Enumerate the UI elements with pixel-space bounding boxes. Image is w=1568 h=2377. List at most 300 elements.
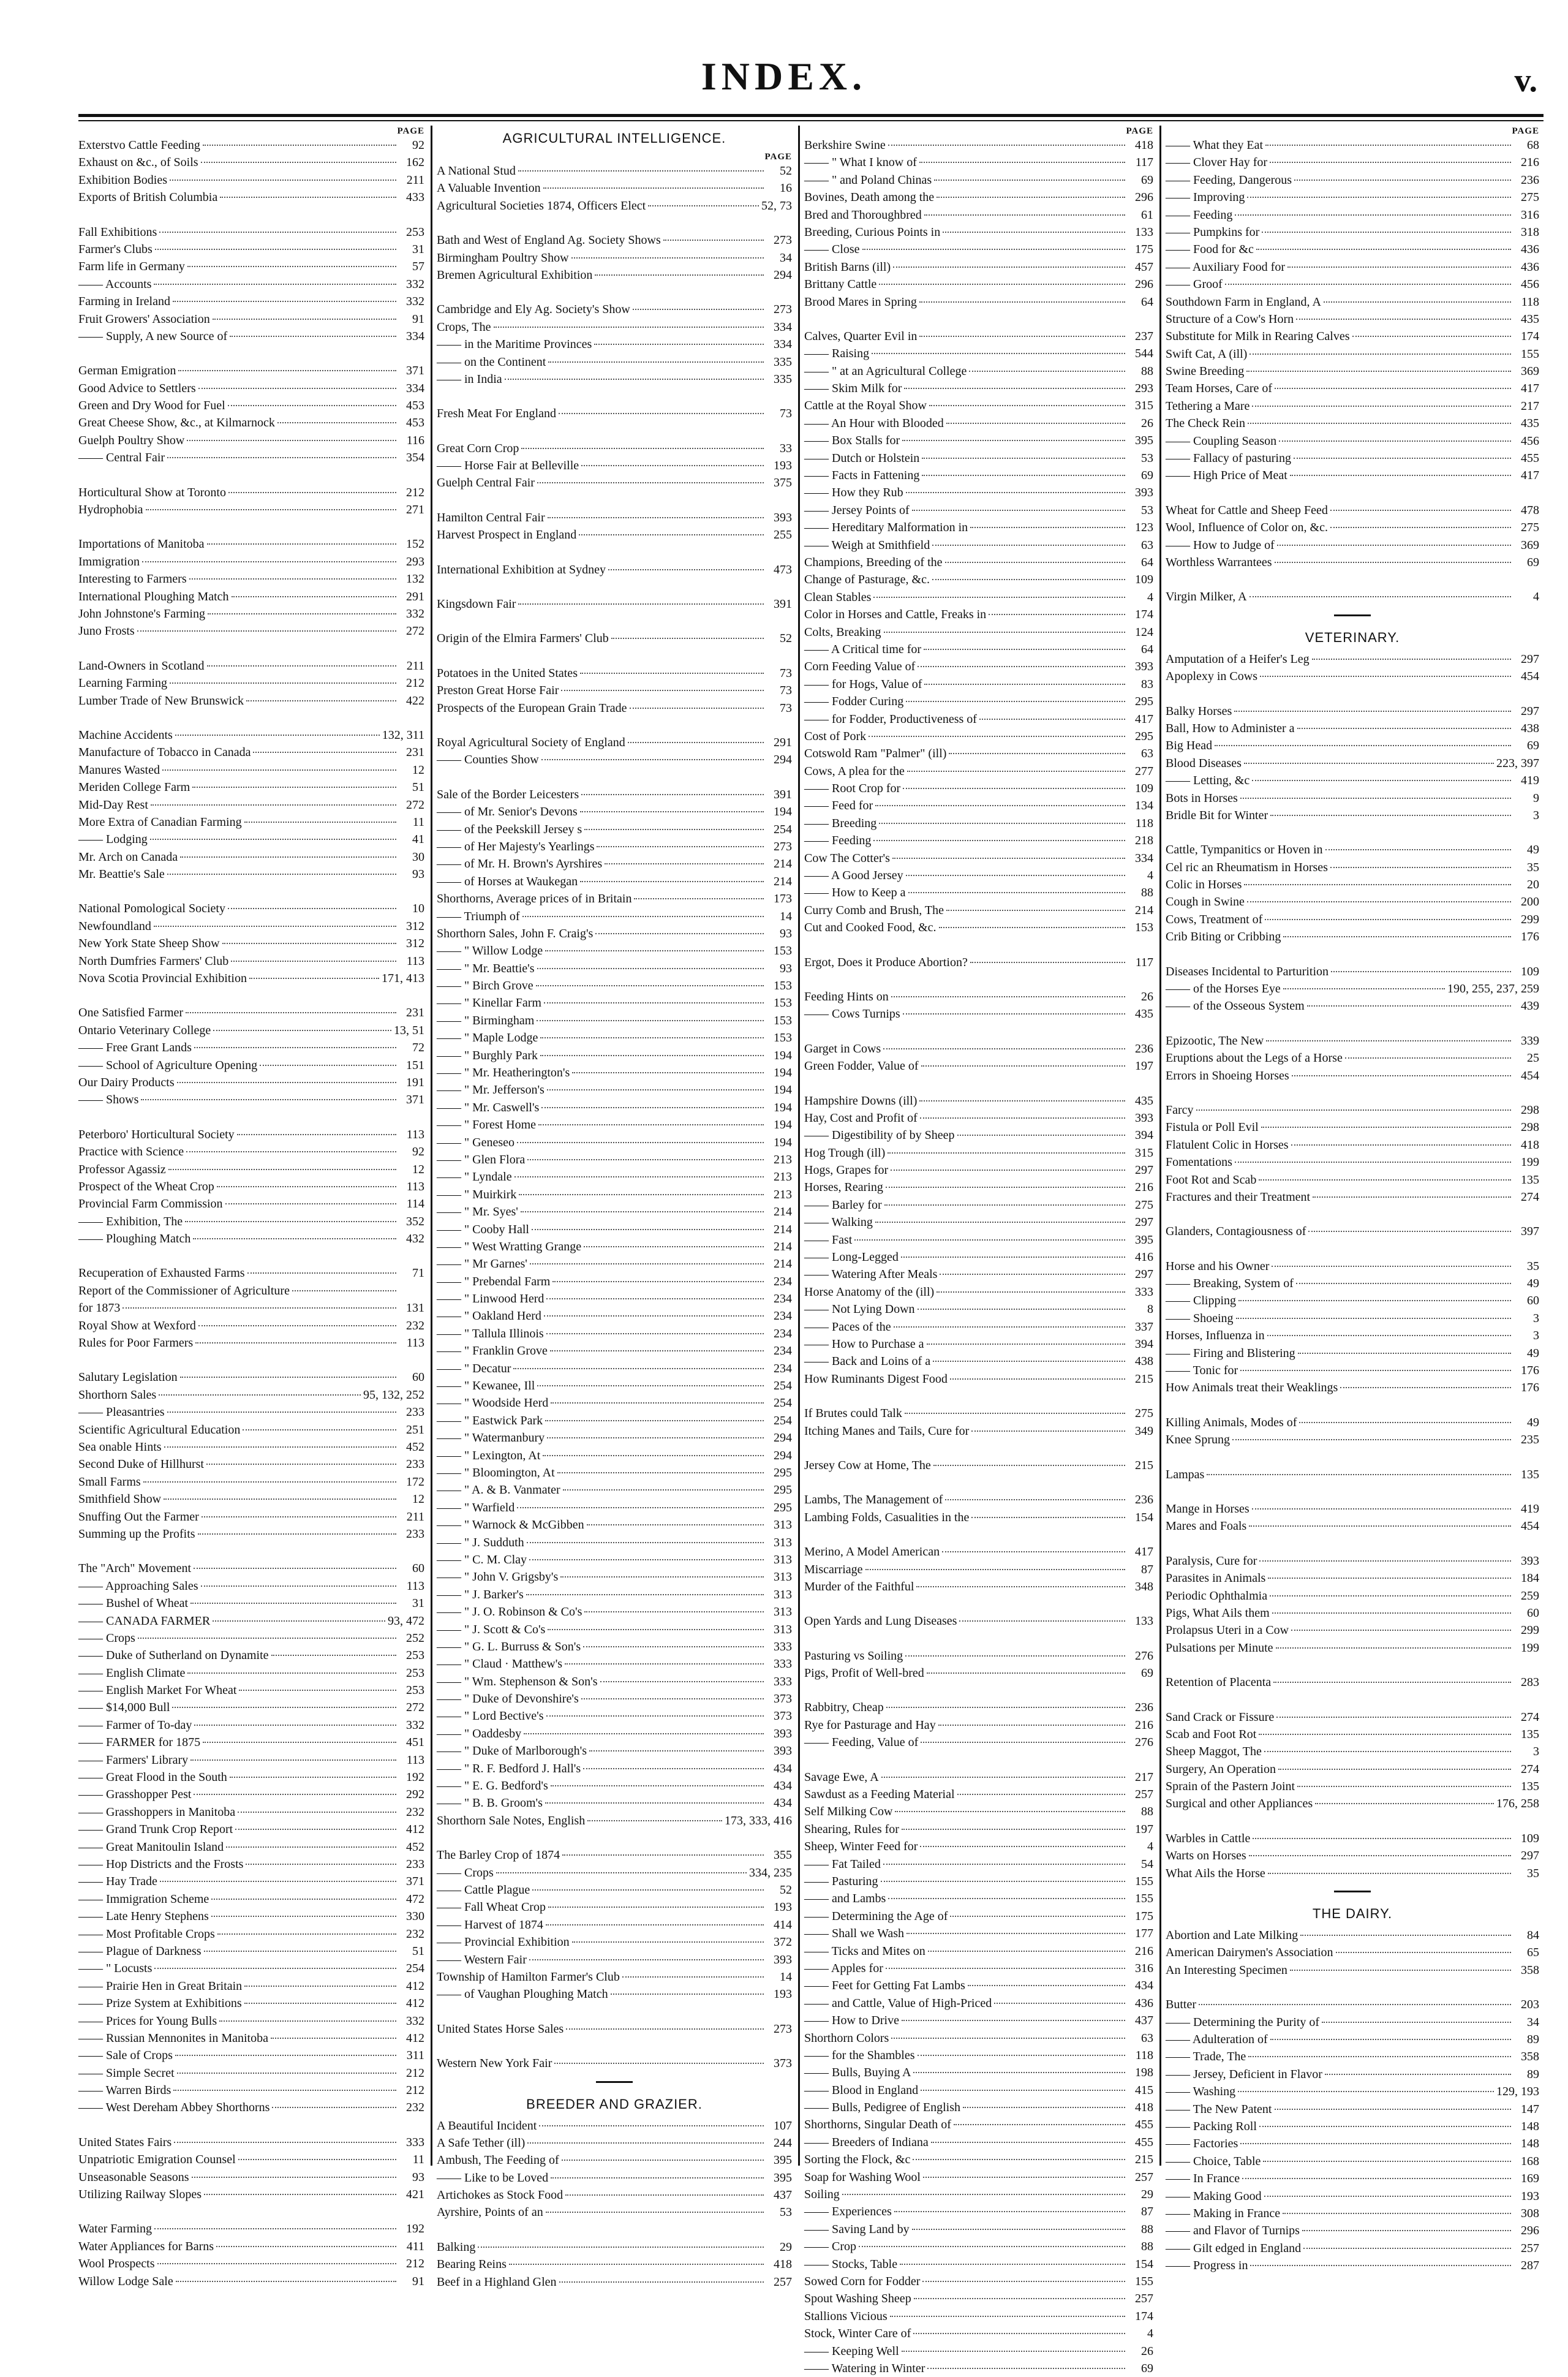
entry-title: Exhaust on &c., of Soils: [78, 156, 198, 170]
column-divider: [1159, 126, 1161, 2166]
entry-page-number: 194: [774, 1066, 792, 1080]
entry-title: Calves, Quarter Evil in: [804, 329, 918, 343]
dot-leader: [920, 1117, 1125, 1119]
dot-leader: [940, 1274, 1125, 1275]
entry-title: Utilizing Railway Slopes: [78, 2188, 202, 2202]
index-entry: [1166, 1379, 1539, 1396]
index-entry: [1166, 790, 1539, 807]
entry-page-number: 217: [1521, 399, 1539, 413]
index-entry: [1166, 1927, 1539, 1944]
entry-title: —— " John V. Grigsby's: [437, 1570, 559, 1584]
dot-leader: [1291, 1144, 1511, 1146]
entry-page-number: 73: [780, 701, 792, 715]
entry-title: Bovines, Death among the: [804, 191, 935, 205]
entry-page-number: 373: [774, 2057, 792, 2071]
index-entry: [437, 751, 792, 768]
dot-leader: [1215, 745, 1511, 746]
index-entry: [437, 994, 792, 1011]
index-entry: [804, 2238, 1153, 2255]
entry-page-number: 215: [1135, 1458, 1153, 1472]
entry-page-number: 217: [1135, 1770, 1153, 1784]
index-entry: [437, 908, 792, 925]
entry-title: Sorting the Flock, &c: [804, 2153, 911, 2167]
entry-page-number: 176, 258: [1496, 1797, 1539, 1811]
entry-title: —— Hop Districts and the Frosts: [78, 1857, 244, 1871]
dot-leader: [918, 2055, 1125, 2056]
index-entry: [1166, 398, 1539, 415]
entry-page-number: 200: [1521, 895, 1539, 909]
entry-page-number: 109: [1135, 782, 1153, 796]
dot-leader: [193, 1238, 396, 1239]
index-entry: [1166, 2048, 1539, 2065]
entry-title: Shorthorn Sales: [78, 1388, 157, 1402]
entry-title: Soap for Washing Wool: [804, 2170, 921, 2184]
entry-page-number: 92: [412, 1145, 424, 1159]
entry-title: —— " B. B. Groom's: [437, 1796, 543, 1810]
index-entry: [1166, 1587, 1539, 1604]
index-entry: [804, 1040, 1153, 1057]
entry-title: Beef in a Highland Glen: [437, 2275, 557, 2289]
entry-title: A National Stud: [437, 164, 516, 178]
index-entry: [804, 189, 1153, 206]
section-separator: [1334, 614, 1371, 616]
entry-page-number: 52, 73: [761, 198, 792, 213]
index-entry: [804, 988, 1153, 1005]
entry-title: —— Adulteration of: [1166, 2032, 1268, 2046]
index-entry: [804, 2256, 1153, 2273]
entry-title: Hog Trough (ill): [804, 1146, 886, 1160]
entry-title: Scientific Agricultural Education: [78, 1423, 241, 1437]
entry-page-number: 231: [406, 746, 424, 760]
entry-title: Horse Anatomy of the (ill): [804, 1285, 935, 1299]
entry-page-number: 64: [1141, 642, 1153, 656]
index-entry: [78, 727, 424, 744]
dot-leader: [177, 1082, 396, 1083]
dot-leader: [913, 2072, 1125, 2073]
entry-title: Good Advice to Settlers: [78, 381, 196, 395]
entry-page-number: 154: [1135, 1510, 1153, 1524]
index-entry: [78, 397, 424, 414]
dot-leader: [154, 2228, 396, 2229]
entry-title: —— Saving Land by: [804, 2222, 910, 2236]
index-entry: [1166, 755, 1539, 772]
entry-title: Epizootic, The New: [1166, 1034, 1264, 1048]
entry-page-number: 293: [1135, 382, 1153, 396]
entry-title: —— " at an Agricultural College: [804, 364, 967, 378]
entry-title: Jersey Cow at Home, The: [804, 1458, 931, 1472]
index-entry: [1166, 519, 1539, 536]
index-entry: [1166, 1032, 1539, 1049]
entry-title: —— How to Judge of: [1166, 538, 1275, 552]
dot-leader: [1264, 1751, 1511, 1752]
entry-page-number: 412: [406, 2031, 424, 2045]
dot-leader: [595, 274, 764, 276]
entry-title: —— Apples for: [804, 1961, 883, 1975]
entry-page-number: 244: [774, 2136, 792, 2150]
entry-title: —— Bulls, Buying A: [804, 2066, 911, 2080]
entry-title: —— Shoeing: [1166, 1311, 1234, 1325]
index-entry: [804, 763, 1153, 780]
entry-title: —— of Mr. H. Brown's Ayrshires: [437, 857, 603, 871]
entry-title: —— Prairie Hen in Great Britain: [78, 1979, 243, 1993]
entry-page-number: 63: [1141, 2031, 1153, 2045]
dot-leader: [580, 881, 764, 882]
index-entry: [1166, 2118, 1539, 2135]
index-entry: [1166, 415, 1539, 432]
entry-title: —— " Mr Garnes': [437, 1257, 527, 1271]
entry-page-number: 53: [1141, 503, 1153, 517]
index-entry: [804, 397, 1153, 414]
index-entry: [804, 1127, 1153, 1144]
entry-page-number: 73: [780, 407, 792, 421]
entry-page-number: 216: [1135, 1181, 1153, 1195]
entry-page-number: 332: [406, 607, 424, 621]
dot-leader: [579, 534, 764, 535]
group-spacer: [1166, 1483, 1539, 1500]
dot-leader: [541, 1107, 764, 1108]
index-entry: [804, 380, 1153, 397]
dot-leader: [572, 1072, 764, 1073]
dot-leader: [478, 2247, 764, 2248]
entry-title: —— Choice, Table: [1166, 2154, 1261, 2168]
entry-title: —— Jersey, Deficient in Flavor: [1166, 2067, 1322, 2081]
entry-page-number: 216: [1135, 1718, 1153, 1732]
index-entry: [437, 1568, 792, 1585]
entry-title: —— " Mr. Beattie's: [437, 961, 535, 975]
entry-page-number: 257: [1135, 2292, 1153, 2306]
index-entry: [437, 942, 792, 959]
entry-page-number: 257: [1135, 2170, 1153, 2184]
index-entry: [78, 1612, 424, 1630]
dot-leader: [509, 2264, 764, 2265]
index-entry: [78, 1299, 424, 1317]
dot-leader: [1249, 1525, 1511, 1527]
dot-leader: [532, 1889, 764, 1891]
dot-leader: [1324, 301, 1511, 303]
entry-page-number: 135: [1521, 1727, 1539, 1741]
entry-page-number: 369: [1521, 365, 1539, 379]
group-spacer: [78, 467, 424, 484]
dot-leader: [634, 898, 764, 899]
dot-leader: [539, 2125, 764, 2126]
dot-leader: [154, 926, 396, 927]
entry-title: Royal Agricultural Society of England: [437, 735, 625, 749]
entry-title: Farming in Ireland: [78, 295, 170, 309]
entry-title: United States Fairs: [78, 2135, 172, 2149]
entry-title: —— Hay Trade: [78, 1875, 157, 1889]
entry-page-number: 35: [1527, 860, 1539, 874]
index-entry: [804, 2273, 1153, 2290]
entry-page-number: 434: [774, 1761, 792, 1775]
section-separator: [596, 2081, 633, 2083]
dot-leader: [1313, 1196, 1511, 1198]
group-spacer: [804, 1630, 1153, 1647]
entry-page-number: 276: [1135, 1736, 1153, 1750]
entry-title: —— " Kinellar Farm: [437, 996, 541, 1010]
entry-title: —— Washing: [1166, 2085, 1236, 2099]
entry-page-number: 3: [1533, 1311, 1539, 1325]
entry-title: —— of the Peekskill Jersey s: [437, 822, 582, 836]
entry-page-number: 544: [1135, 347, 1153, 361]
index-entry: [804, 1336, 1153, 1353]
index-entry: [1166, 224, 1539, 241]
index-entry: [1166, 276, 1539, 293]
dot-leader: [552, 1281, 764, 1282]
index-entry: [1166, 1188, 1539, 1206]
index-entry: [804, 902, 1153, 919]
index-entry: [78, 1995, 424, 2012]
index-entry: [437, 2273, 792, 2291]
group-spacer: [804, 1023, 1153, 1040]
index-entry: [78, 276, 424, 293]
index-entry: [1166, 1726, 1539, 1743]
page-column-label: PAGE: [397, 126, 424, 136]
entry-page-number: 315: [1135, 1146, 1153, 1160]
dot-leader: [541, 759, 764, 760]
index-entry: [437, 162, 792, 180]
index-entry: [804, 1405, 1153, 1422]
index-entry: [804, 519, 1153, 536]
index-entry: [437, 371, 792, 388]
index-entry: [437, 249, 792, 266]
dot-leader: [217, 1186, 396, 1187]
index-entry: [804, 1353, 1153, 1370]
dot-leader: [891, 2038, 1125, 2039]
entry-title: Snuffing Out the Farmer: [78, 1510, 199, 1524]
entry-title: Harvest Prospect in England: [437, 528, 577, 542]
entry-page-number: 212: [406, 2257, 424, 2271]
dot-leader: [1236, 1318, 1511, 1319]
entry-page-number: 291: [406, 589, 424, 603]
entry-title: —— " Burghly Park: [437, 1048, 538, 1062]
index-entry: [437, 1394, 792, 1411]
index-entry: [1166, 1414, 1539, 1431]
entry-page-number: 254: [774, 1396, 792, 1410]
entry-page-number: 333: [774, 1657, 792, 1671]
entry-title: Peterboro' Horticultural Society: [78, 1127, 235, 1141]
entry-page-number: 176: [1521, 1364, 1539, 1378]
entry-title: —— An Hour with Blooded: [804, 416, 944, 430]
index-entry: [804, 1423, 1153, 1440]
entry-title: —— Jersey Points of: [804, 503, 910, 517]
index-entry: [78, 1456, 424, 1473]
entry-title: Ambush, The Feeding of: [437, 2153, 559, 2167]
page-title: INDEX.: [701, 55, 867, 98]
dot-leader: [883, 1048, 1125, 1049]
group-spacer: [78, 1109, 424, 1126]
group-spacer: [78, 2203, 424, 2220]
entry-title: —— of Vaughan Ploughing Match: [437, 1987, 608, 2001]
entry-page-number: 60: [412, 1562, 424, 1576]
entry-title: Cows, A plea for the: [804, 764, 905, 778]
entry-page-number: 375: [774, 476, 792, 490]
entry-page-number: 334, 235: [749, 1865, 792, 1880]
index-entry: [804, 537, 1153, 554]
index-entry: [437, 1986, 792, 2003]
entry-title: Scab and Foot Rot: [1166, 1727, 1257, 1741]
index-entry: [804, 728, 1153, 745]
entry-title: Swift Cat, A (ill): [1166, 347, 1248, 361]
entry-page-number: 257: [774, 2275, 792, 2289]
entry-title: —— " Linwood Herd: [437, 1292, 545, 1306]
entry-page-number: 216: [1135, 1944, 1153, 1958]
index-entry: [437, 1760, 792, 1777]
index-entry: [1166, 737, 1539, 754]
index-entry: [78, 1734, 424, 1751]
entry-page-number: 334: [1135, 851, 1153, 865]
index-entry: [1166, 1067, 1539, 1084]
entry-page-number: 395: [774, 2171, 792, 2185]
index-entry: [804, 1162, 1153, 1179]
index-entry: [1166, 1830, 1539, 1847]
dot-leader: [906, 875, 1125, 876]
entry-title: Cattle, Tympanitics or Hoven in: [1166, 843, 1323, 857]
index-entry: [804, 2308, 1153, 2325]
dot-leader: [551, 1402, 764, 1404]
index-entry: [804, 1821, 1153, 1838]
dot-leader: [892, 858, 1125, 859]
entry-page-number: 253: [406, 1649, 424, 1663]
entry-title: Potatoes in the United States: [437, 666, 578, 680]
index-entry: [1166, 1466, 1539, 1483]
entry-title: —— Bulls, Pedigree of English: [804, 2101, 960, 2115]
entry-page-number: 4: [1147, 1840, 1153, 1854]
dot-leader: [537, 968, 764, 969]
index-entry: [78, 154, 424, 171]
dot-leader: [904, 388, 1125, 389]
dot-leader: [959, 1620, 1125, 1622]
dot-leader: [584, 1611, 764, 1612]
index-entry: [78, 241, 424, 258]
entry-page-number: 297: [1521, 652, 1539, 666]
entry-page-number: 199: [1521, 1155, 1539, 1170]
index-entry: [804, 1249, 1153, 1266]
dot-leader: [611, 1993, 764, 1995]
entry-page-number: 69: [1141, 469, 1153, 483]
entry-title: Bred and Thoroughbred: [804, 208, 922, 222]
dot-leader: [934, 180, 1125, 181]
dot-leader: [886, 1968, 1125, 1969]
dot-leader: [1325, 2074, 1511, 2075]
index-entry: [804, 241, 1153, 258]
entry-page-number: 394: [1135, 1337, 1153, 1351]
entry-page-number: 335: [774, 355, 792, 369]
entry-page-number: 435: [1135, 1007, 1153, 1021]
index-entry: [804, 1196, 1153, 1214]
dot-leader: [204, 2194, 396, 2195]
entry-page-number: 53: [1141, 451, 1153, 465]
entry-page-number: 83: [1141, 677, 1153, 691]
dot-leader: [600, 1681, 764, 1682]
entry-title: —— Weigh at Smithfield: [804, 538, 930, 552]
entry-title: —— " Prebendal Farm: [437, 1274, 551, 1288]
index-entry: [1166, 1500, 1539, 1517]
entry-page-number: 14: [780, 1970, 792, 1984]
dot-leader: [186, 1012, 396, 1013]
index-entry: [437, 1725, 792, 1742]
group-spacer: [78, 987, 424, 1004]
entry-page-number: 155: [1135, 1892, 1153, 1906]
dot-leader: [138, 1638, 396, 1639]
index-entry: [804, 328, 1153, 345]
group-spacer: [1166, 1979, 1539, 1996]
index-entry: [1166, 1292, 1539, 1309]
entry-page-number: 113: [406, 1127, 424, 1141]
entry-page-number: 51: [412, 1944, 424, 1958]
index-entry: [804, 2360, 1153, 2377]
entry-title: Sheep Maggot, The: [1166, 1745, 1262, 1759]
entry-page-number: 422: [406, 693, 424, 708]
entry-page-number: 457: [1135, 260, 1153, 274]
entry-page-number: 293: [406, 554, 424, 569]
dot-leader: [907, 1933, 1125, 1934]
group-spacer: [78, 1247, 424, 1264]
entry-page-number: 234: [774, 1274, 792, 1288]
entry-page-number: 417: [1135, 712, 1153, 726]
index-column-3: [804, 126, 1153, 2375]
index-entry: [78, 449, 424, 466]
dot-leader: [190, 1603, 396, 1604]
dot-leader: [187, 1672, 396, 1674]
entry-title: A Beautiful Incident: [437, 2118, 537, 2133]
entry-title: Horticultural Show at Toronto: [78, 485, 226, 499]
entry-page-number: 373: [774, 1709, 792, 1723]
dot-leader: [561, 690, 764, 691]
entry-title: —— " Maple Lodge: [437, 1031, 538, 1045]
entry-title: —— Fallacy of pasturing: [1166, 452, 1291, 466]
index-entry: [804, 832, 1153, 849]
dot-leader: [1232, 1439, 1511, 1440]
dot-leader: [916, 1586, 1125, 1587]
entry-title: —— How to Purchase a: [804, 1337, 924, 1351]
entry-title: —— Fodder Curing: [804, 695, 904, 709]
dot-leader: [292, 1290, 396, 1291]
entry-page-number: 393: [774, 1952, 792, 1967]
index-entry: [78, 1404, 424, 1421]
entry-title: Corn Feeding Value of: [804, 660, 916, 674]
dot-leader: [902, 2351, 1125, 2352]
index-entry: [437, 1603, 792, 1620]
index-entry: [1166, 928, 1539, 945]
index-entry: [437, 2186, 792, 2204]
entry-page-number: 297: [1135, 1163, 1153, 1177]
index-entry: [437, 1881, 792, 1899]
entry-page-number: 29: [780, 2240, 792, 2254]
dot-leader: [927, 1343, 1125, 1345]
dot-leader: [157, 2263, 397, 2264]
index-entry: [1166, 1962, 1539, 1979]
entry-page-number: 63: [1141, 538, 1153, 552]
entry-page-number: 395: [774, 2153, 792, 2167]
entry-title: —— Gilt edged in England: [1166, 2241, 1302, 2255]
index-entry: [78, 1334, 424, 1351]
entry-page-number: 148: [1521, 2137, 1539, 2151]
entry-page-number: 69: [1527, 739, 1539, 753]
dot-leader: [189, 578, 396, 580]
dot-leader: [235, 1829, 396, 1830]
group-spacer: [437, 578, 792, 595]
entry-title: Abortion and Late Milking: [1166, 1929, 1298, 1943]
entry-page-number: 30: [412, 850, 424, 864]
entry-page-number: 153: [774, 1031, 792, 1045]
group-spacer: [78, 345, 424, 362]
entry-page-number: 118: [1521, 295, 1539, 309]
dot-leader: [919, 336, 1125, 337]
index-entry: [437, 1673, 792, 1690]
index-entry: [78, 1143, 424, 1160]
dot-leader: [1275, 2109, 1512, 2110]
entry-title: —— " A. & B. Vanmater: [437, 1483, 560, 1497]
